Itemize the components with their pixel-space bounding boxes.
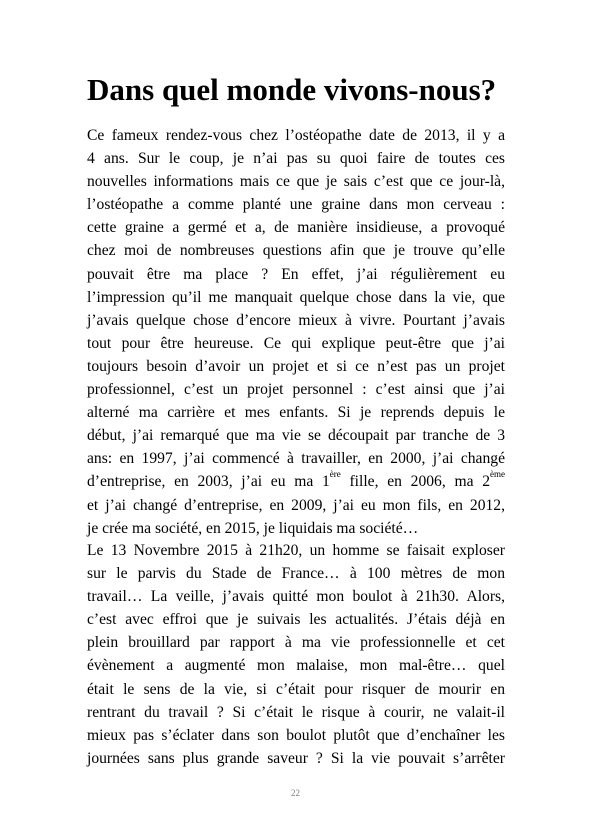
text-line: toujours besoin d’avoir un projet et si ce n’est pas un projet (87, 357, 505, 375)
text-line: début, j’ai remarqué que ma vie se découpait par tranche de 3 (87, 427, 505, 445)
text-fragment: d’entreprise, en 2003, j’ai eu ma 1 (87, 473, 330, 491)
text-line: nouvelles informations mais ce que je sais c’est que ce jour-là, (87, 173, 505, 191)
text-line: journées sans plus grande saveur ? Si la vie pouvait s’arrêter (87, 749, 505, 767)
text-line: rentrant du travail ? Si c’était le risque à courir, ne valait-il (87, 703, 505, 721)
text-line: pouvait être ma place ? En effet, j’ai régulièrement eu (87, 265, 505, 283)
text-line: cette graine a germé et a, de manière insidieuse, a provoqué (87, 219, 505, 237)
text-line: Ce fameux rendez-vous chez l’ostéopathe date de 2013, il y a (87, 127, 505, 144)
text-line: 4 ans. Sur le coup, je n’ai pas su quoi faire de toutes ces (87, 150, 505, 168)
text-fragment: fille, en 2006, ma 2 (340, 473, 490, 491)
text-line: et j’ai changé d’entreprise, en 2009, j’ai eu mon fils, en 2012, (87, 496, 505, 514)
text-line: alterné ma carrière et mes enfants. Si je reprends depuis le (87, 404, 505, 422)
text-line: l’impression qu’il me manquait quelque chose dans la vie, que (87, 288, 505, 306)
ordinal-superscript: ème (490, 469, 505, 480)
text-line: était le sens de la vie, si c’était pour risquer de mourir en (87, 680, 505, 698)
text-line: Le 13 Novembre 2015 à 21h20, un homme se faisait exploser (87, 542, 505, 559)
text-line: tout pour être heureuse. Ce qui explique peut-être que j’ai (87, 334, 505, 352)
paragraph-1 (87, 124, 505, 540)
text-line: ans: en 1997, j’ai commencé à travailler, en 2000, j’ai changé (87, 450, 505, 468)
text-line: mieux pas s’éclater dans son boulot plutôt que d’enchaîner les (87, 726, 505, 744)
text-line: chez moi de nombreuses questions afin que je trouve qu’elle (87, 242, 505, 260)
text-line: sur le parvis du Stade de France… à 100 mètres de mon (87, 565, 505, 583)
text-line: plein brouillard par rapport à ma vie professionnelle et cet (87, 634, 505, 652)
text-line: je crée ma société, en 2015, je liquidais ma société… (87, 519, 419, 537)
text-line: l’ostéopathe a comme planté une graine dans mon cerveau : (87, 196, 505, 214)
chapter-title: Dans quel monde vivons-nous? (87, 72, 497, 107)
text-line: c’est avec effroi que je suivais les actualités. J’étais déjà en (87, 611, 505, 629)
ordinal-superscript: ère (329, 469, 341, 480)
text-line: professionnel, c’est un projet personnel : c’est ainsi que j’ai (87, 381, 505, 399)
paragraph-2 (87, 539, 505, 770)
page-number: 22 (291, 788, 300, 798)
text-line: j’avais quelque chose d’encore mieux à vivre. Pourtant j’avais (87, 311, 505, 329)
text-line: évènement a augmenté mon malaise, mon mal-être… quel (87, 657, 505, 675)
text-line: travail… La veille, j’avais quitté mon boulot à 21h30. Alors, (87, 588, 505, 606)
text-line-with-superscripts (87, 470, 505, 493)
